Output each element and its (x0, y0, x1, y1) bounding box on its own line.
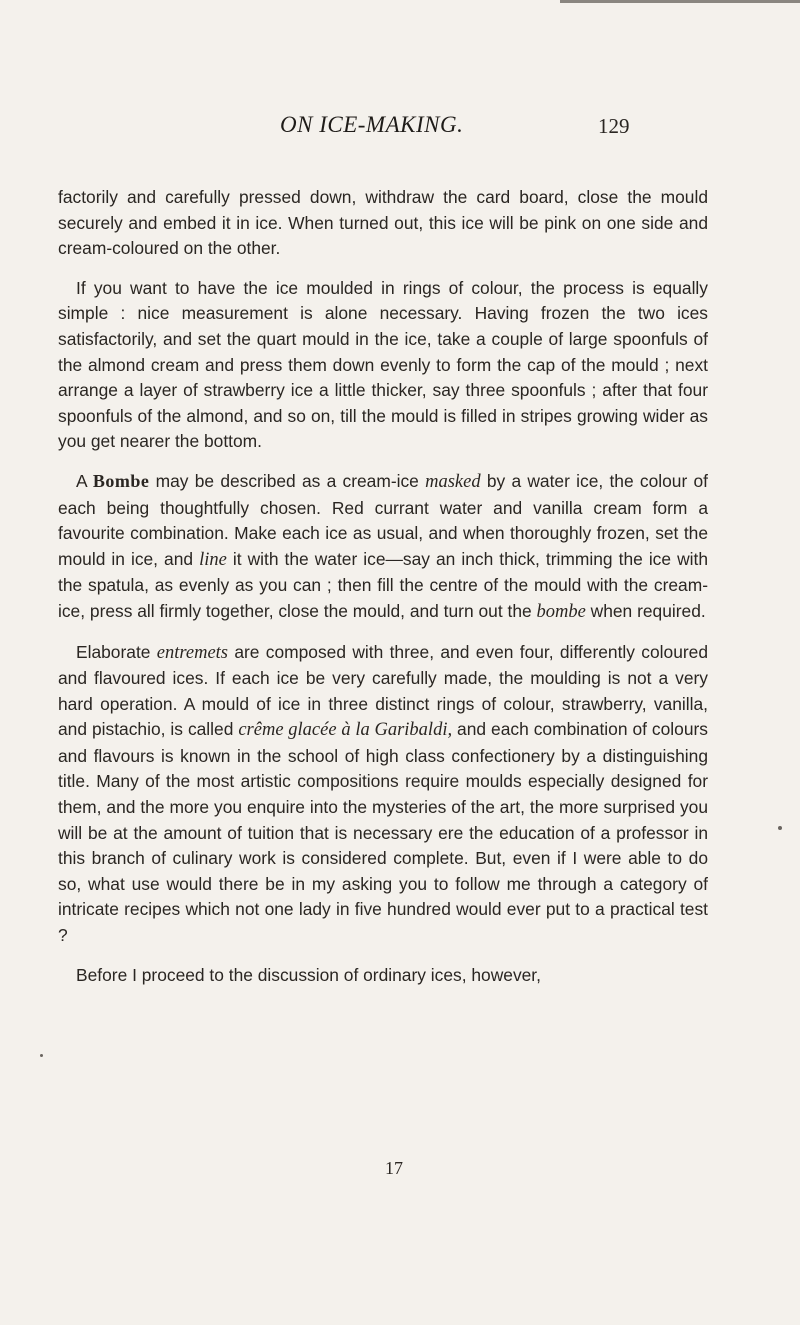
italic-term: masked (425, 471, 481, 492)
text-run: by a water ice, the colour of each being thoughtfully chosen. Red currant water and vanilla cream form a favourite combination. Make each ice as usual, and when thoroughly frozen, set the mould in ice, and (58, 470, 708, 569)
italic-term: entremets (156, 642, 229, 663)
text-run: factorily and carefully pressed down, withdraw the card board, close the mould securely and embed it in ice. When turned out, this ice will be pink on one side and cream-coloured on the other. (58, 187, 708, 259)
text-run: Elaborate (76, 641, 157, 662)
scan-edge-line (560, 0, 800, 3)
paragraph (58, 963, 708, 989)
scan-speck (778, 826, 782, 830)
text-run: and each combination of colours and flavours is known in the school of high class confectionery by a distinguishing title. Many of the most artistic compositions require moulds especially designed for them, and the more you enquire into the mysteries of the art, the more surprised you will be at the amount of tuition that is necessary ere the education of a professor in this branch of culinary work is considered complete. But, even if I were able to do so, what use would there be in my asking you to follow me through a category of intricate recipes which not one lady in five hundred would ever put to a practical test ? (58, 719, 708, 946)
paragraph (58, 640, 708, 949)
page-number: 129 (598, 114, 630, 138)
text-run: are composed with three, and even four, differently coloured and flavoured ices. If each ice be very carefully made, the moulding is not a very hard operation. A mould of ice in three distinct rings of colour, strawberry, vanilla, and pistachio, is called (58, 641, 708, 740)
italic-term: line (199, 549, 227, 570)
paragraph (58, 469, 708, 626)
text-run: A (76, 470, 93, 491)
running-head: ON ICE-MAKING. (280, 112, 464, 137)
text-run: Before I proceed to the discussion of ordinary ices, however, (76, 964, 541, 985)
text-run: when required. (585, 600, 706, 621)
body-text (58, 185, 708, 1002)
bold-term: Bombe (92, 470, 150, 491)
page-header (280, 112, 700, 152)
paragraph (58, 276, 708, 455)
signature-mark: 17 (385, 1158, 403, 1178)
text-run: may be described as a cream-ice (149, 470, 426, 491)
scan-speck (40, 1054, 43, 1057)
italic-term: crême glacée à la Garibaldi, (238, 720, 453, 741)
text-run: it with the water ice—say an inch thick, trimming the ice with the spatula, as evenly as you can ; then fill the centre of the mould with the cream-ice, press all firmly together, close the mould, and turn out the (58, 548, 708, 621)
text-run: If you want to have the ice moulded in rings of colour, the process is equally simple : nice measurement is alone necessary. Having frozen the two ices satisfactorily, and set the quart mould in the ice, take a couple of large spoonfuls of the almond cream and press them down evenly to form the cap of the mould ; next arrange a layer of strawberry ice a little thicker, say three spoonfuls ; after that four spoonfuls of the almond, and so on, till the mould is filled in stripes growing wider as you get nearer the bottom. (58, 277, 708, 452)
paragraph (58, 185, 708, 262)
italic-term: bombe (536, 601, 586, 622)
